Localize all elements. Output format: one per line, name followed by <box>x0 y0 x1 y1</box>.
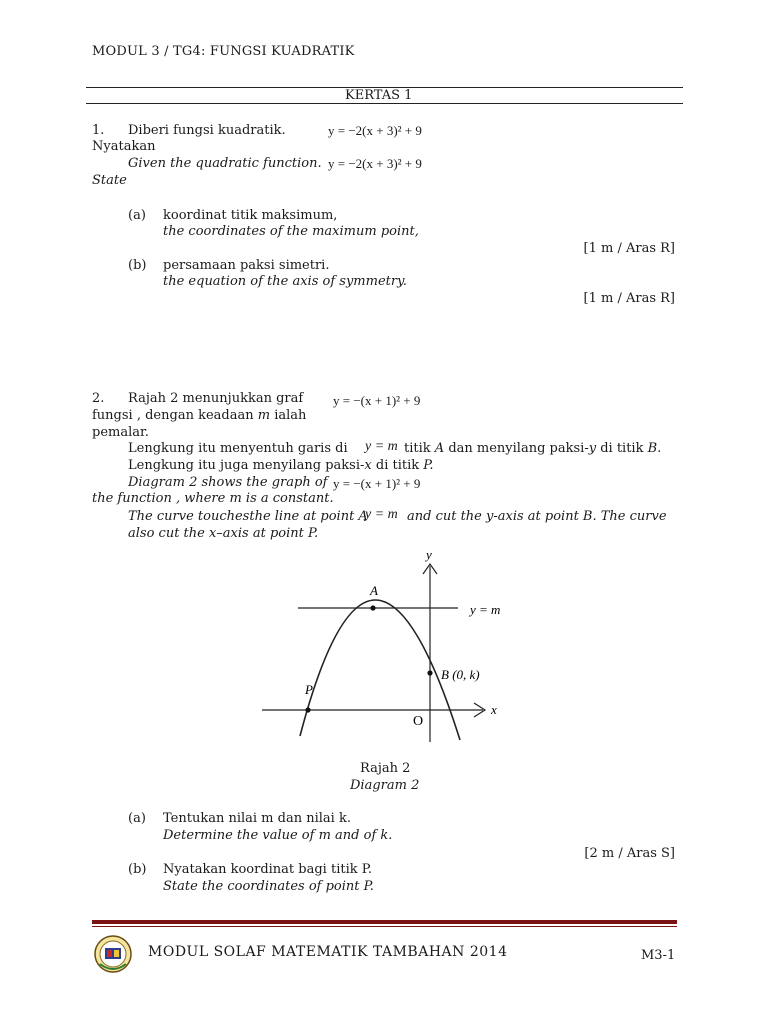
q2-cut-ms-b: x <box>364 458 372 473</box>
q2-touch-ms-g: B. <box>647 441 662 456</box>
q2-function-ms: y = −(x + 1)² + 9 <box>333 393 421 408</box>
q2-touch-ms-f: di titik <box>600 441 644 456</box>
q2a-marks: [2 m / Aras S] <box>584 846 675 861</box>
q2-touch-ms-c: A <box>434 441 445 456</box>
q2-line1-ms: Rajah 2 menunjukkan graf <box>128 391 304 406</box>
label-y: y <box>426 547 432 562</box>
q1b-text-ms: persamaan paksi simetri. <box>163 258 330 273</box>
footer-rule-thin <box>92 926 677 927</box>
q1a-label: (a) <box>128 208 146 223</box>
q1a-text-ms: koordinat titik maksimum, <box>163 208 338 223</box>
point-p <box>305 707 310 712</box>
q2b-text-ms: Nyatakan koordinat bagi titik P. <box>163 862 372 877</box>
label-origin: O <box>413 714 424 729</box>
q1b-marks: [1 m / Aras R] <box>583 291 675 306</box>
q2-line2-end: ialah <box>274 408 307 423</box>
q2-line2-var: m <box>257 408 271 423</box>
q2b-text-en: State the coordinates of point P. <box>163 879 374 894</box>
q1-state-en: State <box>92 173 127 188</box>
q2-diag-en-a: Diagram 2 shows the graph of <box>128 475 328 490</box>
q2-touch-ms-e: y <box>588 441 597 456</box>
q1b-text-en: the equation of the axis of symmetry. <box>163 274 407 289</box>
q1-intro-en: Given the quadratic function. <box>128 156 322 171</box>
point-b <box>427 670 432 675</box>
q1-number: 1. <box>92 123 105 138</box>
page-number: M3-1 <box>641 948 676 963</box>
school-crest-icon <box>93 934 133 974</box>
q1-intro-ms: Diberi fungsi kuadratik. <box>128 123 286 138</box>
q2-cut-ms-a: Lengkung itu juga menyilang paksi- <box>128 458 365 473</box>
q2-function-en: y = −(x + 1)² + 9 <box>333 476 421 491</box>
q2-touch-ms-b: titik <box>404 441 431 456</box>
label-a: A <box>370 583 378 598</box>
label-p: P <box>305 682 313 697</box>
footer-rule-thick <box>92 920 677 924</box>
q2a-text-ms: Tentukan nilai m dan nilai k. <box>163 811 351 826</box>
q2-line-eq-en: y = m <box>365 507 398 522</box>
module-title: MODUL 3 / TG4: FUNGSI KUADRATIK <box>92 44 355 59</box>
point-a <box>370 605 375 610</box>
q2-line2-text: fungsi , dengan keadaan <box>92 408 254 423</box>
q1a-marks: [1 m / Aras R] <box>583 241 675 256</box>
q2-touch-ms-d: dan menyilang paksi- <box>448 441 589 456</box>
q2-line-eq-ms: y = m <box>365 439 398 454</box>
label-x: x <box>491 702 497 717</box>
q2-number: 2. <box>92 391 105 406</box>
q2-cut-ms-d: P. <box>423 458 434 473</box>
section-title: KERTAS 1 <box>345 88 413 103</box>
q2a-text-en: Determine the value of m and of k. <box>163 828 393 843</box>
q2-touch-ms-a: Lengkung itu menyentuh garis di <box>128 441 348 456</box>
label-b: B (0, k) <box>441 667 480 682</box>
q2-touch-en-a: The curve touchesthe line at point A <box>128 509 368 524</box>
q2a-label: (a) <box>128 811 146 826</box>
label-line-eq: y = m <box>470 602 501 617</box>
q1-state-ms: Nyatakan <box>92 139 156 154</box>
q2-line3-ms: pemalar. <box>92 425 149 440</box>
footer-title: MODUL SOLAF MATEMATIK TAMBAHAN 2014 <box>148 944 508 960</box>
q1b-label: (b) <box>128 258 147 273</box>
q1-function-ms: y = −2(x + 3)² + 9 <box>328 123 422 138</box>
q1a-text-en: the coordinates of the maximum point, <box>163 224 419 239</box>
q1-function-en: y = −2(x + 3)² + 9 <box>328 156 422 171</box>
q2b-label: (b) <box>128 862 147 877</box>
caption-en: Diagram 2 <box>350 778 420 793</box>
caption-ms: Rajah 2 <box>360 761 411 776</box>
parabola-curve <box>300 600 460 740</box>
q2-touch-en-c: also cut the x–axis at point P. <box>128 526 319 541</box>
q2-cut-ms-c: di titik <box>375 458 420 473</box>
q2-diag-en-b: the function , where m is a constant. <box>92 491 334 506</box>
q2-touch-en-b: and cut the y-axis at point B. The curve <box>407 509 667 524</box>
